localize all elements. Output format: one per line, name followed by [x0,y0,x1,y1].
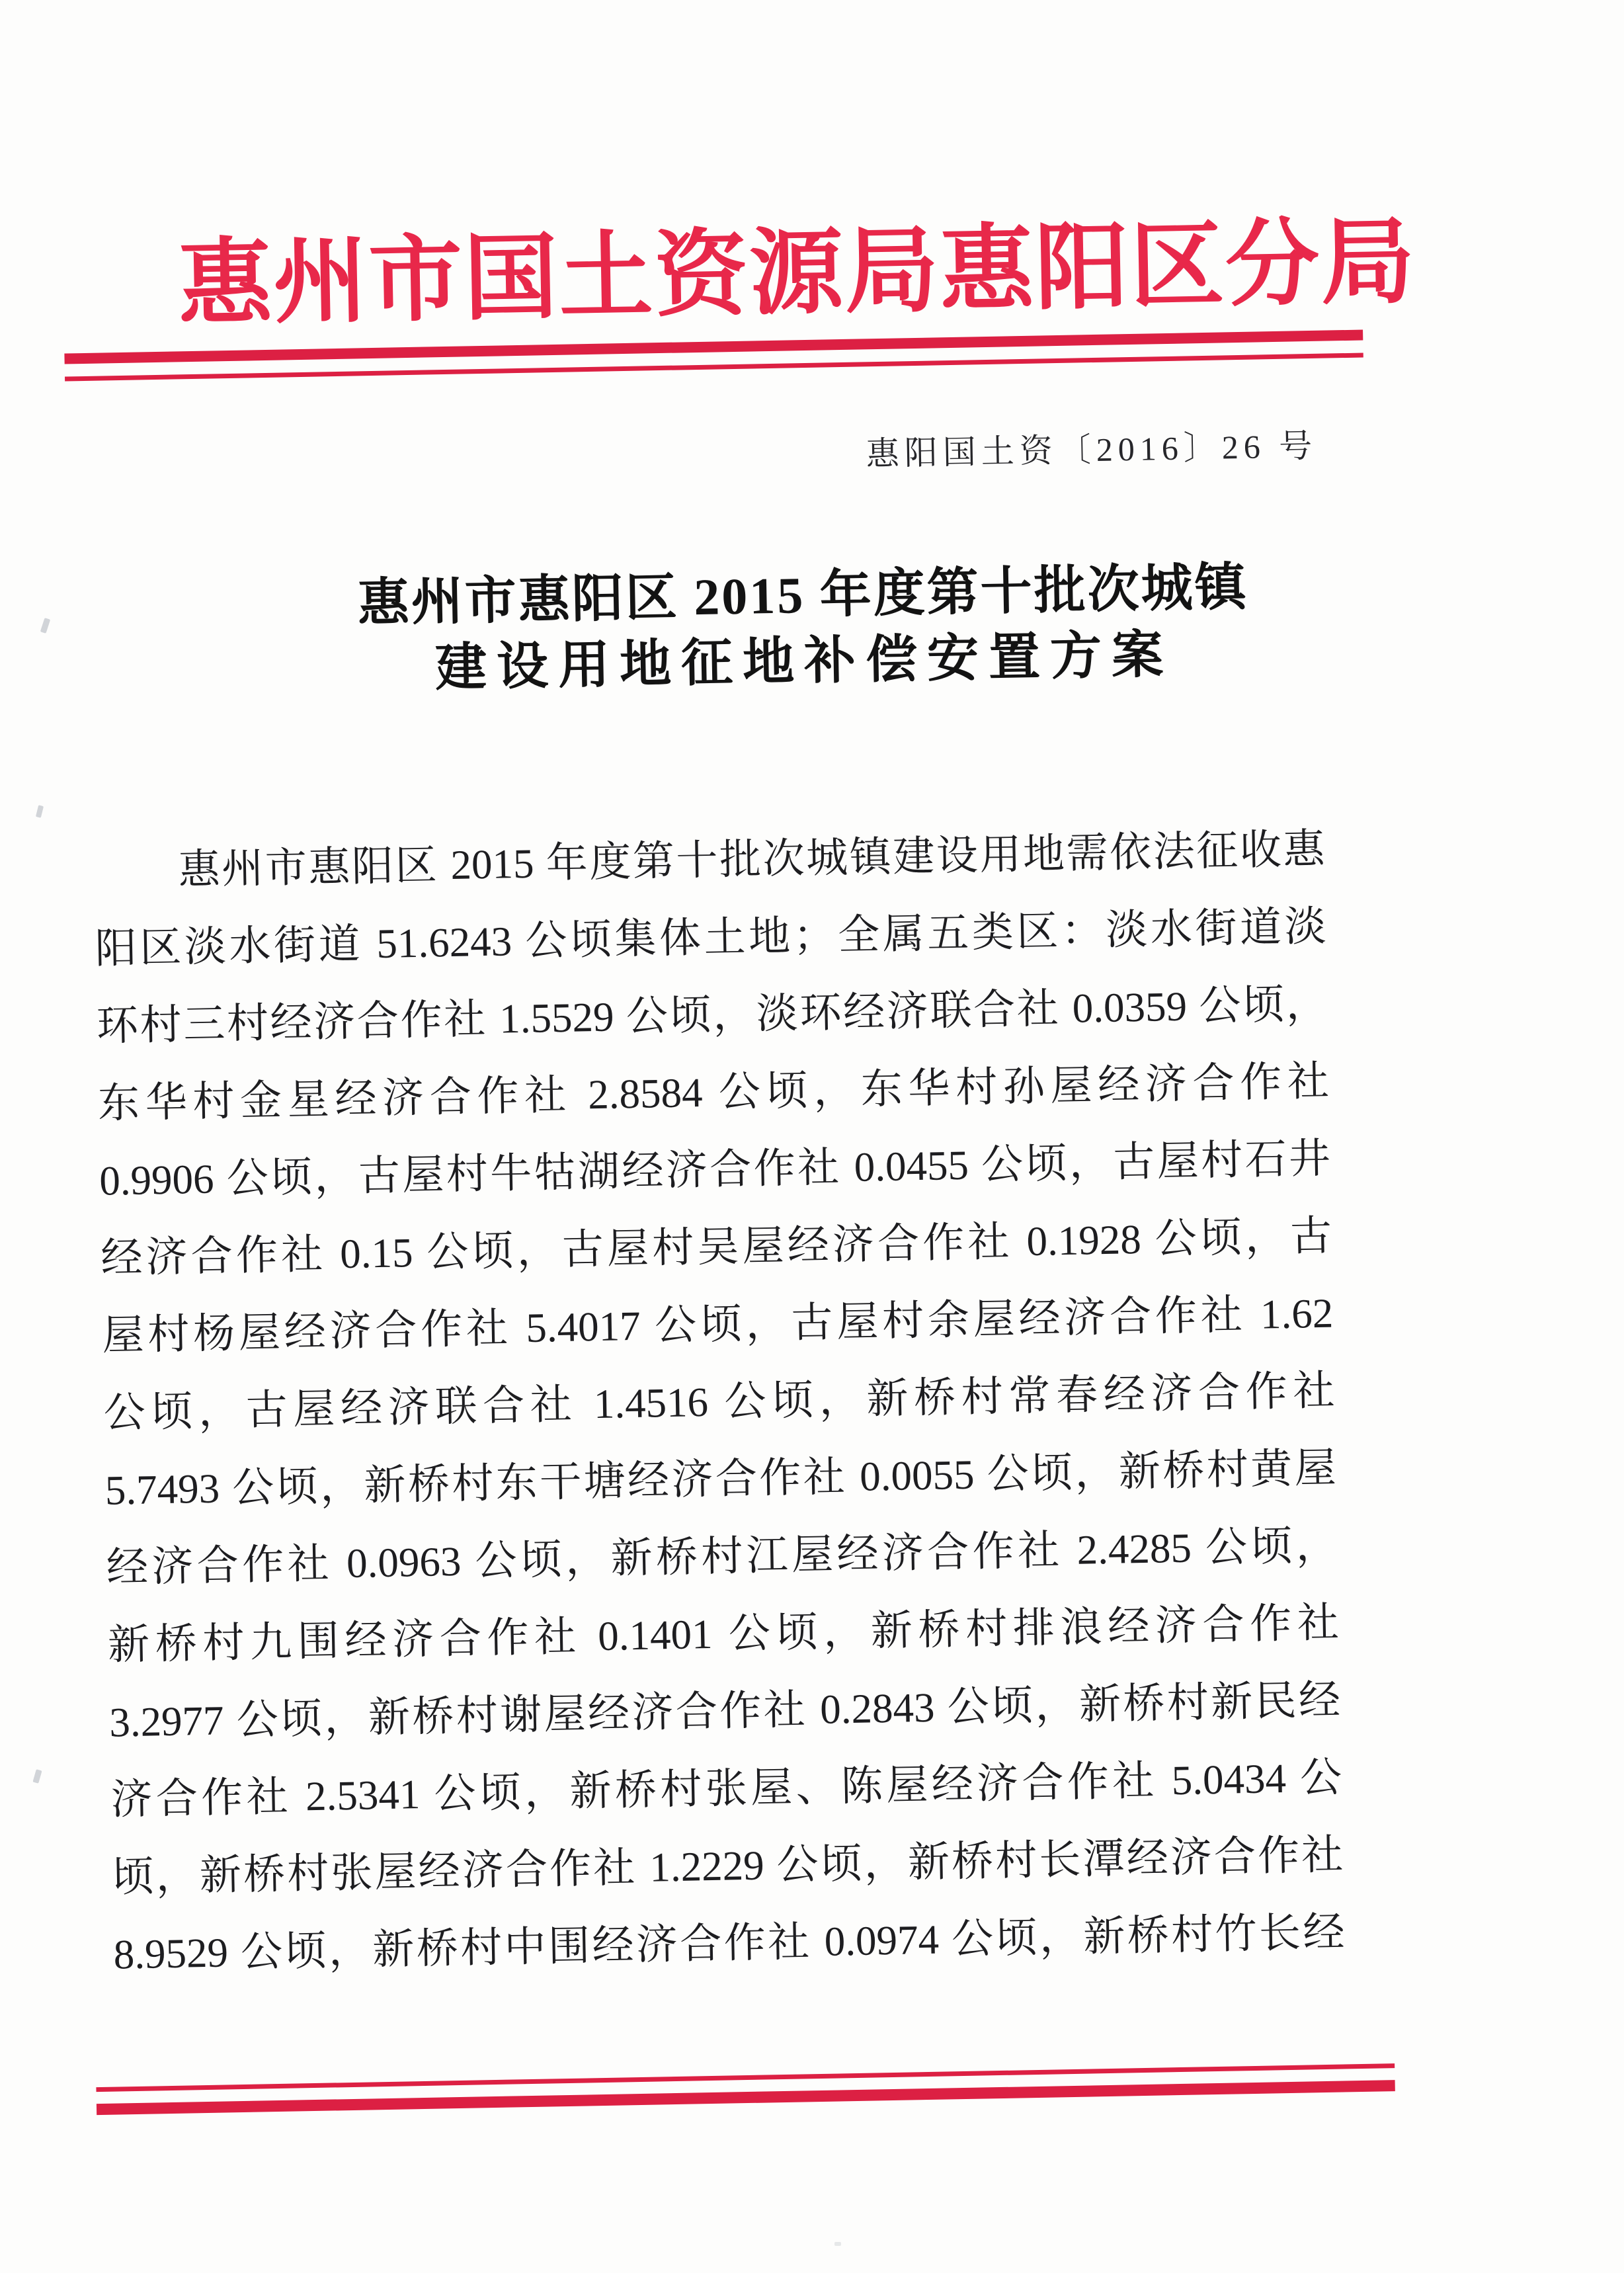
scan-speck [834,2242,841,2246]
title-line-1: 惠州市惠阳区 2015 年度第十批次城镇 [357,558,1249,632]
body-line: 经济合作社 0.15 公顷，古屋村吴屋经济合作社 0.1928 公顷，古 [100,1212,1332,1282]
body-line: 顷，新桥村张屋经济合作社 1.2229 公顷，新桥村长潭经济合作社 [111,1831,1344,1901]
issuer-name: 惠州市国土资源局惠阳区分局 [177,210,1417,337]
body-line: 屋村杨屋经济合作社 5.4017 公顷，古屋村余屋经济合作社 1.62 [101,1290,1334,1359]
title-line-2: 建设用地征地补偿安置方案 [434,625,1174,697]
body-line: 惠州市惠阳区 2015 年度第十批次城镇建设用地需依法征收惠 [178,825,1326,893]
body-line: 3.2977 公顷，新桥村谢屋经济合作社 0.2843 公顷，新桥村新民经 [108,1676,1341,1746]
body-line: 经济合作社 0.0963 公顷，新桥村江屋经济合作社 2.4285 公顷， [106,1522,1338,1591]
body-line: 0.9906 公顷，古屋村牛牯湖经济合作社 0.0455 公顷，古屋村石井 [99,1135,1331,1204]
body-line: 新桥村九围经济合作社 0.1401 公顷，新桥村排浪经济合作社 [107,1599,1340,1669]
doc-number: 惠阳国土资〔2016〕26 号 [866,427,1318,473]
document-title [0,548,1617,710]
body-line: 8.9529 公顷，新桥村中围经济合作社 0.0974 公顷，新桥村竹长经 [113,1909,1346,1978]
body-line: 5.7493 公顷，新桥村东干塘经济合作社 0.0055 公顷，新桥村黄屋 [104,1444,1337,1514]
body-line: 阳区淡水街道 51.6243 公顷集体土地；全属五类区：淡水街道淡 [95,903,1327,972]
body-line: 济合作社 2.5341 公顷，新桥村张屋、陈屋经济合作社 5.0434 公 [110,1754,1342,1823]
body-paragraph [93,811,1346,1994]
body-line: 公顷，古屋经济联合社 1.4516 公顷，新桥村常春经济合作社 [103,1367,1336,1436]
body-line: 环村三村经济合作社 1.5529 公顷，淡环经济联合社 0.0359 公顷， [96,980,1328,1050]
body-line: 东华村金星经济合作社 2.8584 公顷，东华村孙屋经济合作社 [97,1057,1330,1127]
